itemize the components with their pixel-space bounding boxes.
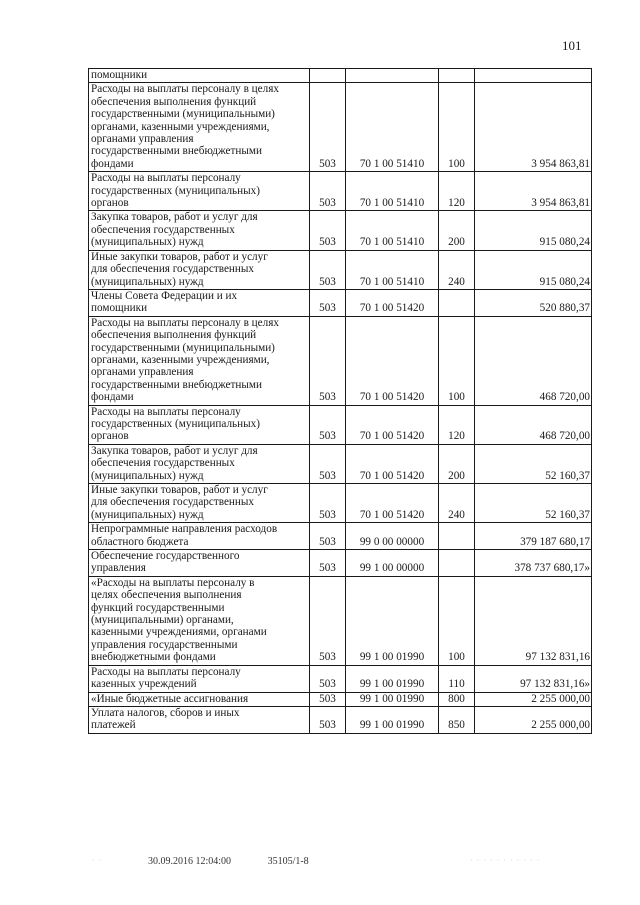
cell-name: Уплата налогов, сборов и иных платежей [89, 706, 310, 733]
cell-name: Члены Совета Федерации и их помощники [89, 289, 310, 316]
cell-sum [475, 69, 592, 83]
cell-kind: 120 [439, 405, 475, 444]
cell-section: 503 [310, 211, 346, 250]
table-row [89, 550, 592, 577]
cell-kind: 100 [439, 576, 475, 665]
cell-kind [439, 289, 475, 316]
cell-name: Иные закупки товаров, работ и услуг для обеспечения государственных (муниципальных) нужд [89, 484, 310, 523]
cell-name: Закупка товаров, работ и услуг для обеспечения государственных (муниципальных) нужд [89, 444, 310, 483]
cell-sum: 3 954 863,81 [475, 172, 592, 211]
cell-kind: 120 [439, 172, 475, 211]
cell-section: 503 [310, 250, 346, 289]
cell-article: 70 1 00 51410 [346, 211, 439, 250]
table-row [89, 289, 592, 316]
table-row [89, 484, 592, 523]
cell-name: «Расходы на выплаты персоналу в целях обеспечения выполнения функций государственными (муниципальными) органами, казенными учреждениями, органами управления государственными внебюджетными фондами [89, 576, 310, 665]
cell-article: 99 1 00 00000 [346, 550, 439, 577]
cell-section: 503 [310, 576, 346, 665]
table-row [89, 83, 592, 172]
cell-name: помощники [89, 69, 310, 83]
cell-article: 70 1 00 51420 [346, 289, 439, 316]
cell-sum: 97 132 831,16» [475, 665, 592, 692]
cell-section: 503 [310, 523, 346, 550]
cell-sum: 52 160,37 [475, 444, 592, 483]
cell-article: 99 0 00 00000 [346, 523, 439, 550]
cell-sum: 2 255 000,00 [475, 692, 592, 706]
cell-sum: 52 160,37 [475, 484, 592, 523]
cell-sum: 520 880,37 [475, 289, 592, 316]
footer-doc-number: 35105/1-8 [267, 856, 309, 867]
cell-sum: 915 080,24 [475, 250, 592, 289]
cell-name: Непрограммные направления расходов областного бюджета [89, 523, 310, 550]
table-row [89, 250, 592, 289]
cell-sum: 915 080,24 [475, 211, 592, 250]
cell-kind: 200 [439, 444, 475, 483]
cell-sum: 379 187 680,17 [475, 523, 592, 550]
cell-section: 503 [310, 444, 346, 483]
cell-kind: 100 [439, 316, 475, 405]
cell-article: 99 1 00 01990 [346, 576, 439, 665]
cell-section: 503 [310, 289, 346, 316]
cell-name: Расходы на выплаты персоналу в целях обеспечения выполнения функций государственными (муниципальными) органами, казенными учреждениями, органами управления государственными внебюджетными фондами [89, 316, 310, 405]
table-row [89, 523, 592, 550]
cell-sum: 3 954 863,81 [475, 83, 592, 172]
cell-name: Расходы на выплаты персоналу государственных (муниципальных) органов [89, 405, 310, 444]
cell-sum: 97 132 831,16 [475, 576, 592, 665]
table-row [89, 69, 592, 83]
cell-article: 70 1 00 51420 [346, 316, 439, 405]
table-row [89, 706, 592, 733]
cell-name: Расходы на выплаты персоналу в целях обеспечения выполнения функций государственными (муниципальными) органами, казенными учреждениями, органами управления государственными внебюджетными фондами [89, 83, 310, 172]
cell-kind: 800 [439, 692, 475, 706]
cell-kind: 100 [439, 83, 475, 172]
cell-sum: 468 720,00 [475, 316, 592, 405]
cell-article: 99 1 00 01990 [346, 692, 439, 706]
cell-section: 503 [310, 484, 346, 523]
cell-article: 99 1 00 01990 [346, 706, 439, 733]
cell-article: 70 1 00 51420 [346, 444, 439, 483]
footer [148, 856, 343, 867]
cell-sum: 468 720,00 [475, 405, 592, 444]
cell-article: 99 1 00 01990 [346, 665, 439, 692]
cell-section: 503 [310, 665, 346, 692]
cell-section: 503 [310, 550, 346, 577]
scan-mark: · · · · · · · · · · · [470, 856, 541, 865]
cell-article: 70 1 00 51410 [346, 83, 439, 172]
cell-name: Расходы на выплаты персоналу государственных (муниципальных) органов [89, 172, 310, 211]
cell-article: 70 1 00 51420 [346, 405, 439, 444]
table-row [89, 444, 592, 483]
table-row [89, 576, 592, 665]
table-body [89, 69, 592, 734]
cell-article: 70 1 00 51420 [346, 484, 439, 523]
cell-kind [439, 550, 475, 577]
cell-section [310, 69, 346, 83]
cell-section: 503 [310, 692, 346, 706]
cell-section: 503 [310, 405, 346, 444]
table-row [89, 692, 592, 706]
cell-article: 70 1 00 51410 [346, 172, 439, 211]
cell-kind: 240 [439, 250, 475, 289]
table-row [89, 316, 592, 405]
cell-kind: 200 [439, 211, 475, 250]
cell-name: Расходы на выплаты персоналу казенных учреждений [89, 665, 310, 692]
cell-kind: 110 [439, 665, 475, 692]
cell-name: «Иные бюджетные ассигнования [89, 692, 310, 706]
table-row [89, 665, 592, 692]
cell-section: 503 [310, 316, 346, 405]
cell-article [346, 69, 439, 83]
cell-article: 70 1 00 51410 [346, 250, 439, 289]
cell-name: Обеспечение государственного управления [89, 550, 310, 577]
table-row [89, 211, 592, 250]
table-row [89, 172, 592, 211]
cell-sum: 2 255 000,00 [475, 706, 592, 733]
cell-name: Закупка товаров, работ и услуг для обеспечения государственных (муниципальных) нужд [89, 211, 310, 250]
cell-sum: 378 737 680,17» [475, 550, 592, 577]
cell-kind: 850 [439, 706, 475, 733]
budget-table [88, 68, 592, 734]
cell-kind [439, 523, 475, 550]
cell-name: Иные закупки товаров, работ и услуг для обеспечения государственных (муниципальных) нужд [89, 250, 310, 289]
scan-mark: · · [92, 856, 103, 865]
cell-section: 503 [310, 172, 346, 211]
cell-section: 503 [310, 706, 346, 733]
page-number: 101 [562, 38, 582, 53]
cell-section: 503 [310, 83, 346, 172]
cell-kind [439, 69, 475, 83]
footer-datetime: 30.09.2016 12:04:00 [148, 856, 232, 867]
table-row [89, 405, 592, 444]
cell-kind: 240 [439, 484, 475, 523]
